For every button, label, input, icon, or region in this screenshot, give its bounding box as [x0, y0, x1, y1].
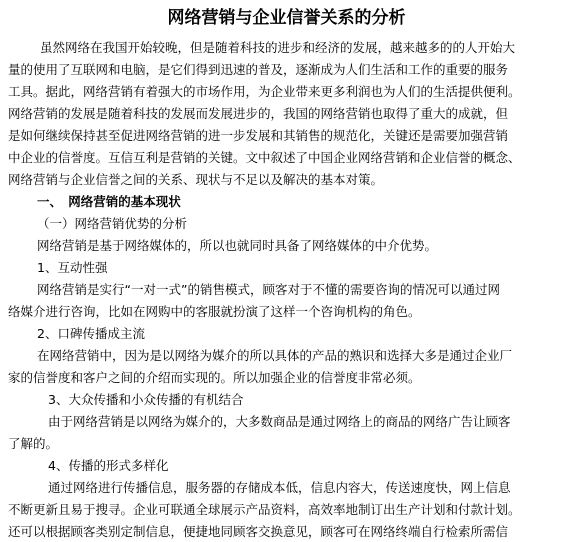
paragraph-line: 虽然网络在我国开始较晚，但是随着科技的进步和经济的发展，越来越多的的人开始大: [40, 40, 516, 55]
paragraph-line: 家的信誉度和客户之间的介绍而实现的。所以加强企业的信誉度非常必须。: [8, 370, 421, 385]
paragraph-line: 网络营销与企业信誉之间的关系、现状与不足以及解决的基本对策。: [8, 172, 384, 187]
paragraph-line: 网络营销的发展是随着科技的发展而发展进步的，我国的网络营销也取得了重大的成就，但: [8, 106, 509, 121]
paragraph-line: 由于网络营销是以网络为媒介的，大多数商品是通过网络上的商品的网络广告让顾客: [48, 414, 511, 429]
item-heading: 1、互动性强: [37, 260, 108, 275]
subsection-heading: （一）网络营销优势的分析: [37, 216, 188, 231]
item-heading: 4、传播的形式多样化: [48, 458, 169, 473]
paragraph-line: 网络营销是实行“一对一式”的销售模式，顾客对于不懂的需要咨询的情况可以通过网: [37, 282, 500, 297]
paragraph-line: 是如何继续保持甚至促进网络营销的进一步发展和其销售的规范化，关键还是需要加强营销: [8, 128, 509, 143]
paragraph-line: 了解的。: [8, 436, 59, 451]
paragraph-line: 工具。据此，网络营销有着强大的市场作用，为企业带来更多利润也为人们的生活提供便利。: [8, 84, 521, 99]
paragraph-line: 通过网络进行传播信息，服务器的存储成本低，信息内容大，传送速度快，网上信息: [48, 480, 511, 495]
paragraph-line: 在网络营销中，因为是以网络为媒介的所以具体的产品的熟识和选择大多是通过企业厂: [37, 348, 513, 363]
paragraph-line: 不断更新且易于搜寻。企业可联通全球展示产品资料，高效率地制订出生产计划和付款计划。: [8, 502, 521, 517]
paragraph-line: 还可以根据顾客类别定制信息，便捷地同顾客交换意见，顾客可在网络终端自行检索所需信: [8, 524, 509, 539]
item-heading: 3、大众传播和小众传播的有机结合: [48, 392, 244, 407]
document-title: 网络营销与企业信誉关系的分析: [167, 8, 406, 28]
paragraph-line: 中企业的信誉度。互信互利是营销的关键。文中叙述了中国企业网络营销和企业信誉的概念、: [8, 150, 521, 165]
item-heading: 2、口碑传播成主流: [37, 326, 145, 341]
paragraph-line: 量的使用了互联网和电脑，是它们得到迅速的普及，逐渐成为人们生活和工作的重要的服务: [8, 62, 509, 77]
paragraph-line: 网络营销是基于网络媒体的，所以也就同时具备了网络媒体的中介优势。: [37, 238, 438, 253]
paragraph-line: 络媒介进行咨询，比如在网购中的客服就扮演了这样一个咨询机构的角色。: [8, 304, 421, 319]
section-heading: 一、 网络营销的基本现状: [37, 194, 181, 209]
